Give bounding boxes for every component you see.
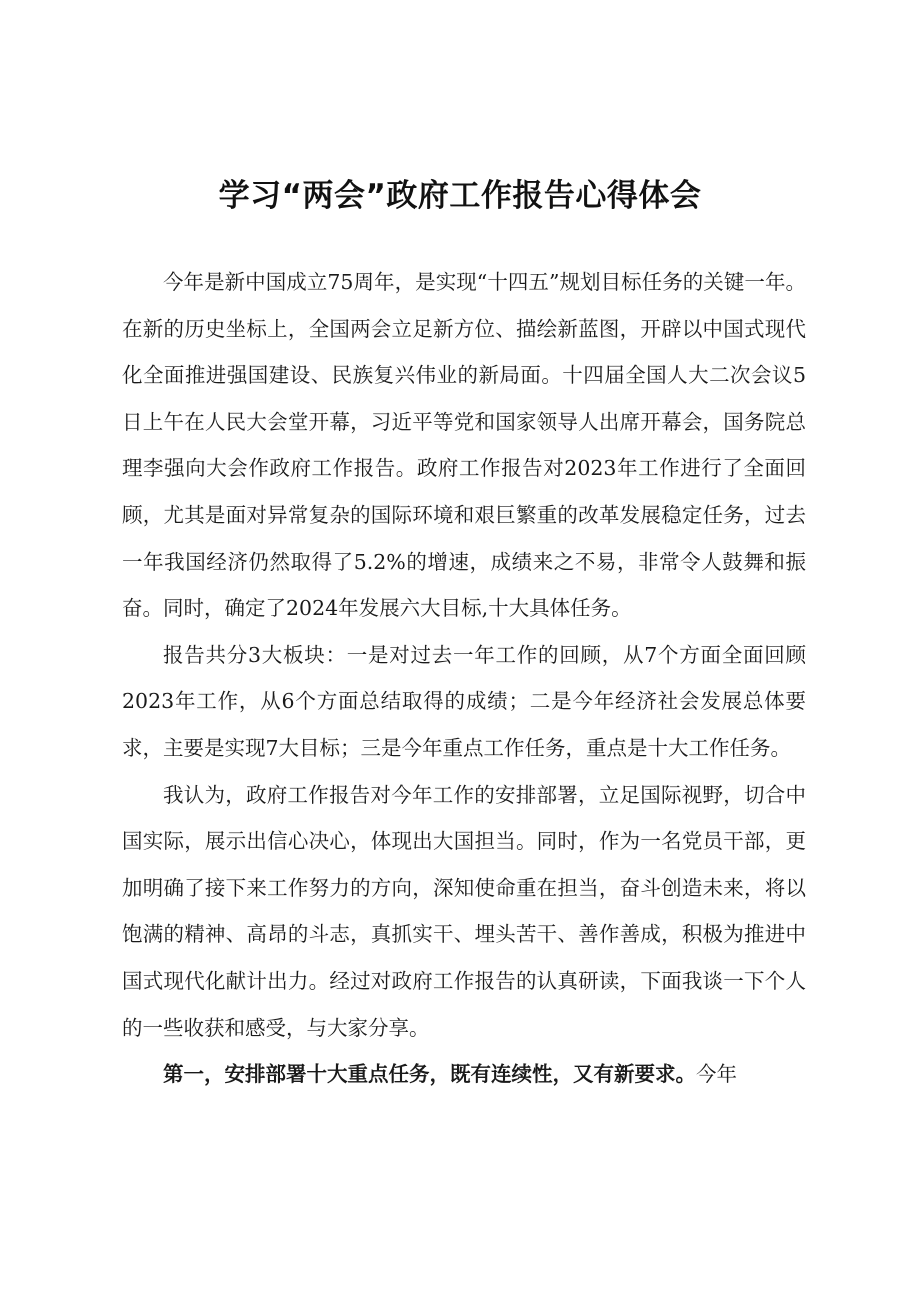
paragraph-report-structure: 报告共分3大板块：一是对过去一年工作的回顾，从7个方面全面回顾2023年工作，从6个方面总结取得的成绩；二是今年经济社会发展总体要求，主要是实现7大目标；三是今年重点工作任务，重点是十大工作任务。 <box>122 642 806 760</box>
document-title: 学习“两会”政府工作报告心得体会 <box>218 178 702 214</box>
paragraph-intro: 今年是新中国成立75周年，是实现“十四五”规划目标任务的关键一年。在新的历史坐标上，全国两会立足新方位、描绘新蓝图，开辟以中国式现代化全面推进强国建设、民族复兴伟业的新局面。十四届全国人大二次会议5日上午在人民大会堂开幕，习近平等党和国家领导人出席开幕会，国务院总理李强向大会作政府工作报告。政府工作报告对2023年工作进行了全面回顾，尤其是面对异常复杂的国际环境和艰巨繁重的改革发展稳定任务，过去一年我国经济仍然取得了5.2%的增速，成绩来之不易，非常令人鼓舞和振奋。同时，确定了2024年发展六大目标,十大具体任务。 <box>122 270 806 621</box>
point-one-heading: 第一，安排部署十大重点任务，既有连续性，又有新要求。 <box>163 1062 696 1087</box>
document-body <box>122 259 806 1098</box>
point-one-text: 今年 <box>696 1062 737 1087</box>
paragraph-point-one <box>122 1051 806 1098</box>
paragraph-reflection: 我认为，政府工作报告对今年工作的安排部署，立足国际视野，切合中国实际，展示出信心决心，体现出大国担当。同时，作为一名党员干部，更加明确了接下来工作努力的方向，深知使命重在担当，奋斗创造未来，将以饱满的精神、高昂的斗志，真抓实干、埋头苦干、善作善成，积极为推进中国式现代化献计出力。经过对政府工作报告的认真研读，下面我谈一下个人的一些收获和感受，与大家分享。 <box>122 782 806 1040</box>
